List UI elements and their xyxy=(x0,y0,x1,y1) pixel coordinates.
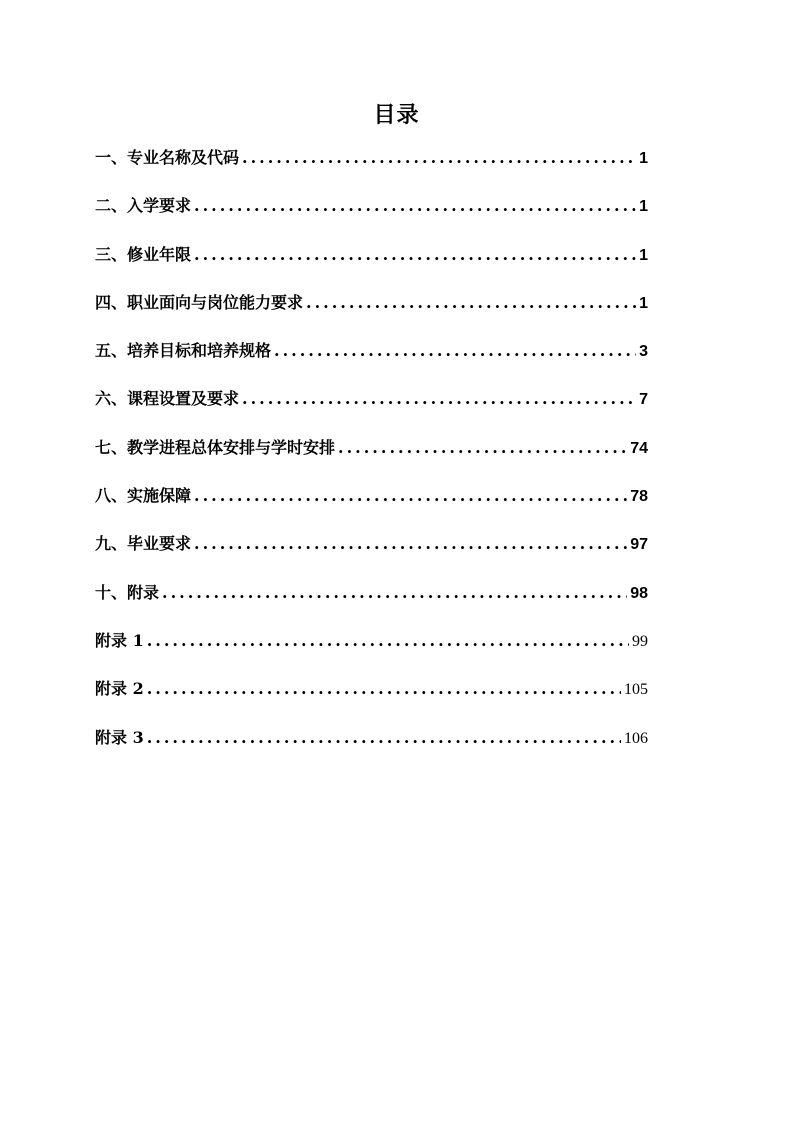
toc-leader-dots xyxy=(194,240,636,270)
toc-entry-label: 一、专业名称及代码 xyxy=(95,148,240,167)
toc-entry-page: 1 xyxy=(639,198,648,216)
toc-entry[interactable] xyxy=(95,191,648,239)
toc-entry-label: 附录 3 xyxy=(95,727,144,747)
toc-entry-label: 六、课程设置及要求 xyxy=(95,389,240,409)
toc-leader-dots xyxy=(147,674,621,704)
toc-entry[interactable] xyxy=(95,578,648,626)
toc-entry-label: 三、修业年限 xyxy=(95,244,192,264)
toc-leader-dots xyxy=(338,433,627,463)
toc-entry-label: 四、职业面向与岗位能力要求 xyxy=(95,292,304,312)
toc-entry-page: 7 xyxy=(639,391,648,409)
toc-leader-dots xyxy=(306,288,636,318)
toc-title: 目录 xyxy=(373,102,420,128)
toc-entry[interactable] xyxy=(95,529,648,577)
toc-entry-page: 97 xyxy=(630,536,648,554)
toc-entry-label: 十、附录 xyxy=(95,582,160,602)
toc-leader-dots xyxy=(147,723,621,753)
toc-entry[interactable] xyxy=(95,433,648,481)
toc-entry-page: 3 xyxy=(639,343,648,361)
toc-leader-dots xyxy=(242,143,636,173)
toc-entry-label: 八、实施保障 xyxy=(95,486,192,506)
toc-entry-page: 106 xyxy=(624,729,648,747)
toc-entry-page: 78 xyxy=(630,488,648,506)
toc-entry[interactable] xyxy=(95,240,648,288)
toc-entry-label: 五、培养目标和培养规格 xyxy=(95,341,272,361)
toc-entry[interactable] xyxy=(95,336,648,384)
toc-entry-label: 附录 1 xyxy=(95,630,144,650)
toc-entry-page: 1 xyxy=(639,294,648,312)
toc-leader-dots xyxy=(242,384,636,414)
toc-entry-page: 98 xyxy=(630,584,648,602)
toc-entry-page: 1 xyxy=(639,150,648,167)
toc-entry-label: 九、毕业要求 xyxy=(95,534,192,554)
toc-entry-appendix[interactable] xyxy=(95,626,648,674)
toc-leader-dots xyxy=(194,481,627,511)
toc-entry[interactable] xyxy=(95,143,648,191)
toc-entry-label: 二、入学要求 xyxy=(95,196,192,216)
toc-leader-dots xyxy=(147,626,629,656)
toc-entry-page: 99 xyxy=(632,632,648,650)
table-of-contents xyxy=(95,143,648,771)
toc-entry-page: 105 xyxy=(624,681,648,699)
toc-entry[interactable] xyxy=(95,384,648,432)
toc-entry[interactable] xyxy=(95,481,648,529)
toc-entry-appendix[interactable] xyxy=(95,723,648,771)
toc-leader-dots xyxy=(194,529,627,559)
toc-entry-page: 1 xyxy=(639,246,648,264)
toc-leader-dots xyxy=(162,578,627,608)
toc-leader-dots xyxy=(194,191,636,221)
toc-entry-label: 附录 2 xyxy=(95,679,144,699)
toc-entry-appendix[interactable] xyxy=(95,674,648,722)
toc-entry-label: 七、教学进程总体安排与学时安排 xyxy=(95,437,336,457)
toc-entry[interactable] xyxy=(95,288,648,336)
toc-entry-page: 74 xyxy=(630,439,648,457)
toc-leader-dots xyxy=(274,336,636,366)
